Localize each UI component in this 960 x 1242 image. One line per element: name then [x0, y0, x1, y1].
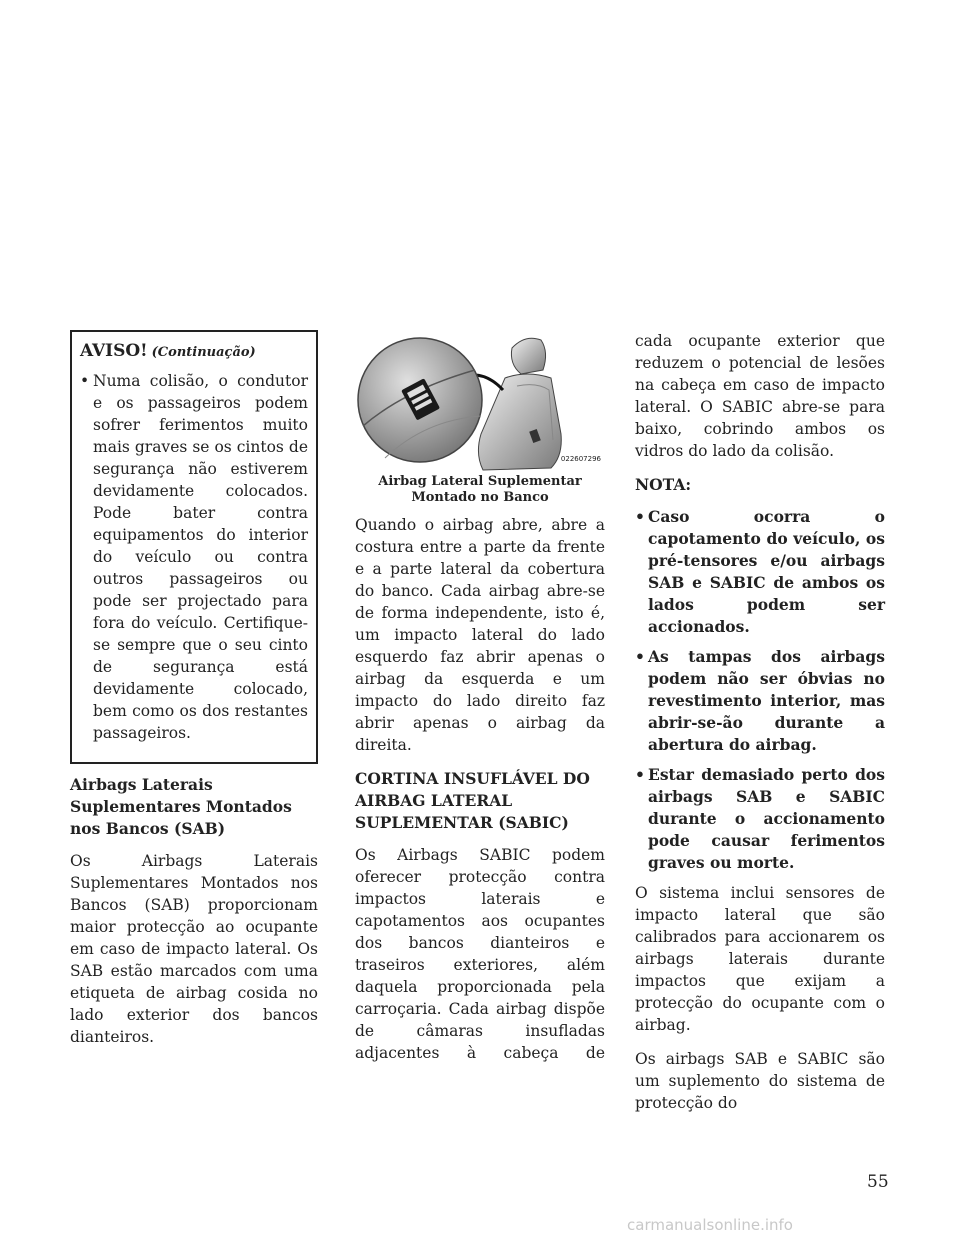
column-left — [70, 330, 318, 1060]
note-bullet: • Estar demasiado perto dos airbags SAB e SABIC durante o accionamento pode causar ferimentos graves ou morte. — [635, 764, 885, 874]
page-number: 55 — [867, 1172, 889, 1192]
column-right — [635, 330, 885, 1126]
sab-heading: Airbags Laterais Suplementares Montados nos Bancos (SAB) — [70, 775, 292, 838]
seat-airbag-figure — [355, 330, 605, 472]
watermark: carmanualsonline.info — [627, 1216, 793, 1234]
sabic-heading: CORTINA INSUFLÁVEL DO AIRBAG LATERAL SUPLEMENTAR (SABIC) — [355, 769, 590, 832]
warning-box — [70, 330, 318, 764]
figure-code: 022607296 — [560, 455, 601, 463]
sabic-paragraph: Os Airbags SABIC podem oferecer protecção contra impactos laterais e capotamentos aos ocupantes dos bancos dianteiros e traseiros exteriores, além daquela proporcionada pela carroçaria. Cada airbag dispõe de câmaras insufladas adjacentes à cabeça de — [355, 846, 605, 1062]
column-middle — [355, 330, 605, 1076]
warning-list — [80, 370, 308, 744]
warning-header — [80, 340, 308, 364]
warning-bullet: • Numa colisão, o condutor e os passageiros podem sofrer ferimentos muito mais graves se os cintos de segurança não estiverem devidamente colocados. Pode bater contra equipamentos do interior do veículo ou contra outros passageiros ou pode ser projectado para fora do veículo. Certifique-se sempre que o seu cinto de segurança está devidamente colocado, bem como os dos restantes passageiros. — [80, 370, 308, 744]
warning-title: AVISO! — [80, 341, 148, 361]
note-bullet: • Caso ocorra o capotamento do veículo, os pré-tensores e/ou airbags SAB e SABIC de ambos os lados podem ser accionados. — [635, 506, 885, 638]
note-bullet: • As tampas dos airbags podem não ser óbvias no revestimento interior, mas abrir-se-ão durante a abertura do airbag. — [635, 646, 885, 756]
note-label: NOTA: — [635, 475, 692, 494]
col2-paragraph: Quando o airbag abre, abre a costura entre a parte da frente e a parte lateral da cobertura do banco. Cada airbag abre-se de forma independente, isto é, um impacto lateral do lado esquerdo faz abrir apenas o airbag da esquerda e um impacto do lado direito faz abrir apenas o airbag da direita. — [355, 516, 605, 754]
sab-paragraph: Os Airbags Laterais Suplementares Montados nos Bancos (SAB) proporcionam maior protecção ao ocupante em caso de impacto lateral. Os SAB estão marcados com uma etiqueta de airbag cosida no lado exterior dos bancos dianteiros. — [70, 852, 318, 1046]
warning-continued: (Continuação) — [151, 345, 256, 360]
col3-paragraph: O sistema inclui sensores de impacto lateral que são calibrados para accionarem os airbags laterais durante impactos que exijam a protecção do ocupante com o airbag. — [635, 884, 885, 1034]
col3-paragraph: Os airbags SAB e SABIC são um suplemento do sistema de protecção do — [635, 1050, 885, 1112]
figure-caption: Airbag Lateral Suplementar Montado no Banco — [378, 474, 582, 505]
sabic-paragraph-continued: cada ocupante exterior que reduzem o potencial de lesões na cabeça em caso de impacto lateral. O SABIC abre-se para baixo, cobrindo ambos os vidros do lado da colisão. — [635, 332, 885, 460]
note-list — [635, 506, 885, 874]
